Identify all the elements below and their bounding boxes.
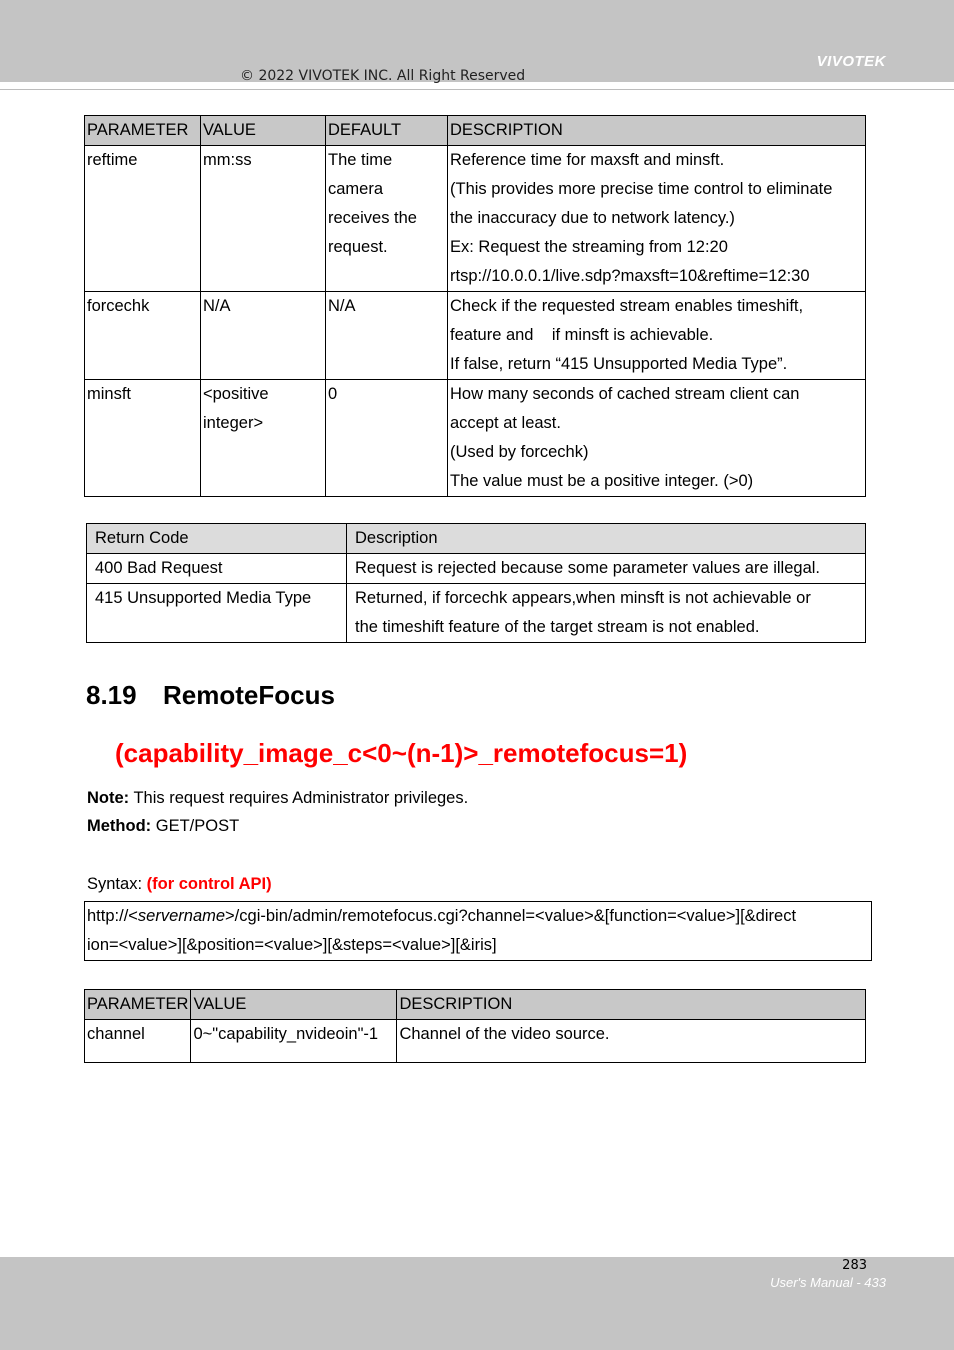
syntax-line — [87, 875, 272, 894]
table-row — [85, 292, 866, 380]
column-header: PARAMETER — [85, 116, 201, 146]
syntax-label: Syntax: — [87, 875, 147, 893]
default-cell: 0 — [326, 380, 448, 497]
method-label: Method: — [87, 817, 152, 835]
section-heading — [86, 680, 335, 711]
return-code-cell: 400 Bad Request — [87, 554, 347, 584]
column-header: DESCRIPTION — [397, 990, 866, 1020]
parameter-cell: channel — [85, 1020, 191, 1063]
section-number: 8.19 — [86, 680, 137, 710]
default-cell: The time camera receives the request. — [326, 146, 448, 292]
section-subtitle: (capability_image_c<0~(n-1)>_remotefocus=1) — [115, 738, 688, 768]
column-header: Return Code — [87, 524, 347, 554]
return-code-table — [86, 523, 866, 643]
description-cell: Channel of the video source. — [397, 1020, 866, 1063]
table-row — [87, 584, 866, 643]
description-cell: Reference time for maxsft and minsft. (This provides more precise time control to eliminate the inaccuracy due to network latency.) Ex: Request the streaming from 12:20 rtsp://10.0.0.1/live.sdp?maxsft=10&reftime=12:30 — [448, 146, 866, 292]
header-divider — [0, 89, 954, 90]
section-title-text: RemoteFocus — [163, 680, 335, 710]
footer-band — [0, 1257, 954, 1350]
column-header: PARAMETER — [85, 990, 191, 1020]
parameter-cell: reftime — [85, 146, 201, 292]
default-cell: N/A — [326, 292, 448, 380]
column-header: VALUE — [191, 990, 397, 1020]
syntax-highlight: (for control API) — [146, 875, 272, 893]
column-header: Description — [347, 524, 866, 554]
note-label: Note: — [87, 789, 130, 807]
parameter-cell: minsft — [85, 380, 201, 497]
value-cell: mm:ss — [201, 146, 326, 292]
table-row — [85, 1020, 866, 1063]
page-number: 283 — [842, 1258, 867, 1273]
description-cell: Request is rejected because some parameter values are illegal. — [347, 554, 866, 584]
return-code-cell: 415 Unsupported Media Type — [87, 584, 347, 643]
note-text: This request requires Administrator privileges. — [129, 789, 469, 807]
table-row — [85, 380, 866, 497]
column-header: DEFAULT — [326, 116, 448, 146]
column-header: VALUE — [201, 116, 326, 146]
copyright-text: © 2022 VIVOTEK INC. All Right Reserved — [240, 68, 526, 84]
table-row — [87, 554, 866, 584]
method-text: GET/POST — [151, 817, 240, 835]
description-cell: Check if the requested stream enables timeshift, feature and if minsft is achievable. If false, return “415 Unsupported Media Type”. — [448, 292, 866, 380]
value-cell: N/A — [201, 292, 326, 380]
column-header: DESCRIPTION — [448, 116, 866, 146]
parameter-table — [84, 115, 866, 497]
manual-page-label: User's Manual - 433 — [770, 1275, 886, 1290]
table-row — [85, 146, 866, 292]
brand-logo: VIVOTEK — [816, 53, 886, 70]
table-header-row — [87, 524, 866, 554]
method-line — [87, 817, 239, 836]
servername-placeholder: servername — [137, 907, 226, 925]
remotefocus-parameter-table — [84, 989, 866, 1063]
value-cell: <positive integer> — [201, 380, 326, 497]
table-header-row — [85, 990, 866, 1020]
description-cell: Returned, if forcechk appears,when minsft is not achievable or the timeshift feature of the target stream is not enabled. — [347, 584, 866, 643]
value-cell: 0~"capability_nvideoin"-1 — [191, 1020, 397, 1063]
parameter-cell: forcechk — [85, 292, 201, 380]
description-cell: How many seconds of cached stream client can accept at least. (Used by forcechk) The value must be a positive integer. (>0) — [448, 380, 866, 497]
table-header-row — [85, 116, 866, 146]
syntax-url-box: http://<servername>/cgi-bin/admin/remotefocus.cgi?channel=<value>&[function=<value>][&direct ion=<value>][&position=<value>][&steps=<value>][&iris] — [84, 901, 872, 961]
note-line — [87, 789, 468, 808]
